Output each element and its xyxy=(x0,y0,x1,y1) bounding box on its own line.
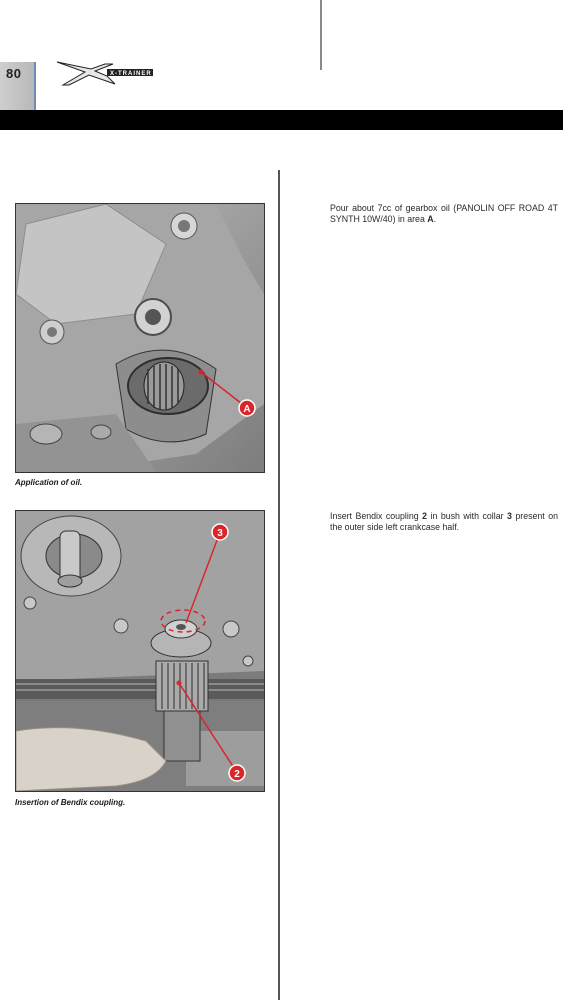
callout-2: 2 xyxy=(234,769,240,780)
page-number: 80 xyxy=(6,66,22,81)
instruction-paragraph-oil: Pour about 7cc of gearbox oil (PANOLIN OFF ROAD 4T SYNTH 10W/40) in area A. xyxy=(330,203,558,224)
callout-a: A xyxy=(243,404,251,415)
figure-caption-bendix: Insertion of Bendix coupling. xyxy=(15,798,126,807)
callout-3: 3 xyxy=(217,528,223,539)
header-band xyxy=(0,110,563,130)
logo-lettering: X-TRAINER xyxy=(110,71,152,77)
instruction-paragraph-bendix: Insert Bendix coupling 2 in bush with collar 3 present on the outer side left crankcase half. xyxy=(330,511,559,532)
figure-caption-oil: Application of oil. xyxy=(15,478,83,487)
column-divider xyxy=(278,170,280,1000)
header-divider xyxy=(320,0,322,70)
bendix-insertion-photo xyxy=(15,510,265,792)
oil-application-photo xyxy=(15,203,265,473)
x-trainer-logo xyxy=(55,58,155,88)
